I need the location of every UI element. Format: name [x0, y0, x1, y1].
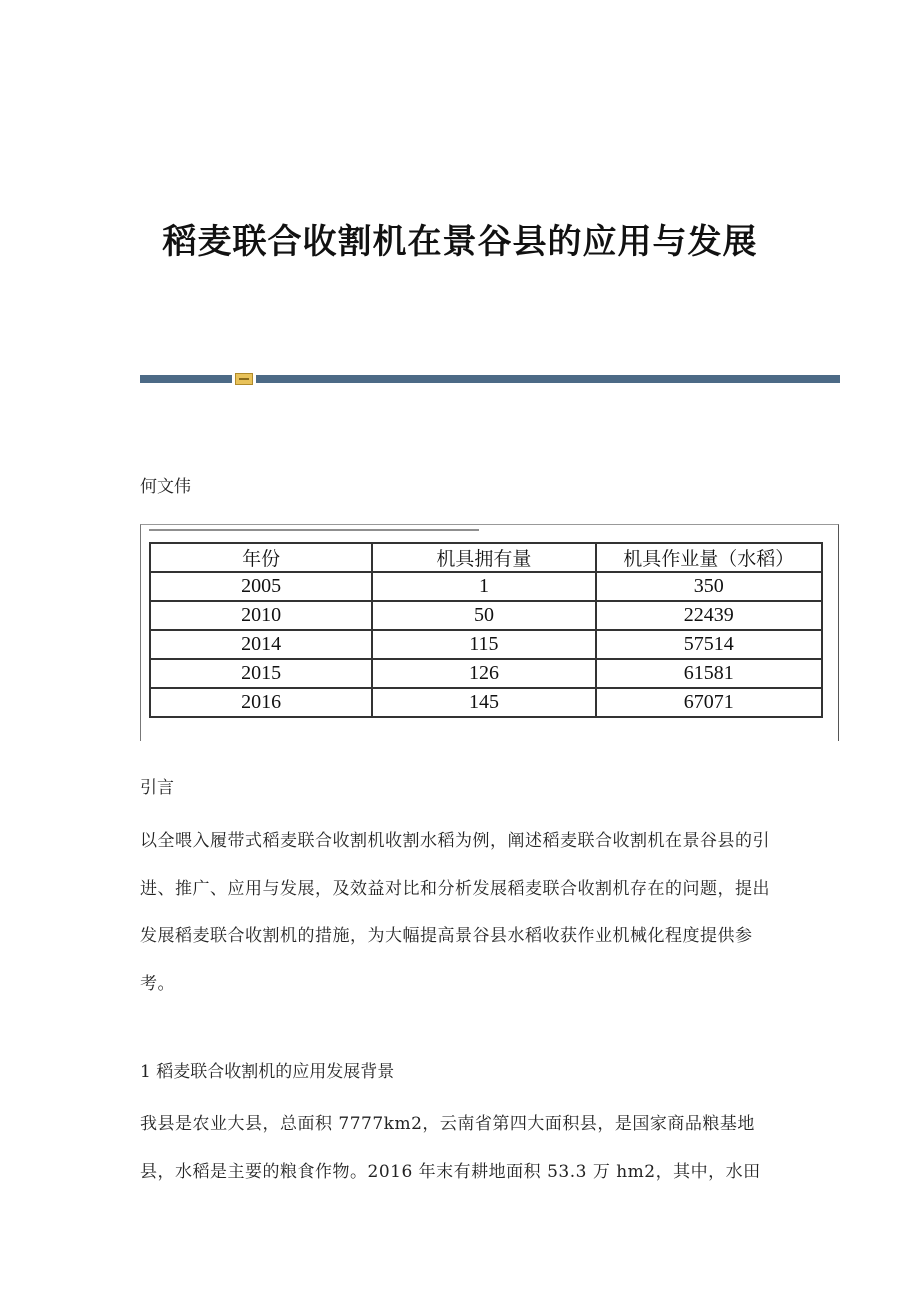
- table-cell: 50: [372, 601, 595, 630]
- table-cell: 126: [372, 659, 595, 688]
- document-title: 稻麦联合收割机在景谷县的应用与发展: [162, 222, 758, 262]
- table-cell: 350: [596, 572, 822, 601]
- table-cell: 2016: [150, 688, 372, 717]
- table-cell: 2015: [150, 659, 372, 688]
- table-cell: 22439: [596, 601, 822, 630]
- table-row: [150, 688, 822, 717]
- table-cell: 145: [372, 688, 595, 717]
- table-cell: 1: [372, 572, 595, 601]
- envelope-icon: [235, 373, 253, 385]
- table-row: [150, 630, 822, 659]
- author-name: 何文伟: [140, 477, 191, 497]
- divider-bar-left: [140, 375, 232, 383]
- divider-bar-right: [256, 375, 840, 383]
- table-cell: 115: [372, 630, 595, 659]
- cropped-table-caption: [149, 524, 479, 531]
- table-header-row: [150, 543, 822, 572]
- table-cell: 2005: [150, 572, 372, 601]
- table-cell: 61581: [596, 659, 822, 688]
- intro-paragraph: 以全喂入履带式稻麦联合收割机收割水稻为例，阐述稻麦联合收割机在景谷县的引进、推广、应用与发展，及效益对比和分析发展稻麦联合收割机存在的问题，提出发展稻麦联合收割机的措施，为大幅提高景谷县水稻收获作业机械化程度提供参考。: [140, 831, 770, 994]
- table-header-cell: 年份: [150, 543, 372, 572]
- table-cell: 67071: [596, 688, 822, 717]
- section1-heading: 1 稻麦联合收割机的应用发展背景: [140, 1062, 395, 1082]
- table-header-cell: 机具作业量（水稻）: [596, 543, 822, 572]
- table-cell: 2014: [150, 630, 372, 659]
- intro-heading: 引言: [140, 778, 174, 798]
- table-cell: 57514: [596, 630, 822, 659]
- title-divider: [140, 375, 840, 383]
- data-table-image: [140, 524, 839, 741]
- table-row: [150, 659, 822, 688]
- table-row: [150, 601, 822, 630]
- data-table: [149, 542, 823, 718]
- table-row: [150, 572, 822, 601]
- table-header-cell: 机具拥有量: [372, 543, 595, 572]
- table-cell: 2010: [150, 601, 372, 630]
- section1-paragraph: 我县是农业大县，总面积 7777km2，云南省第四大面积县，是国家商品粮基地县，水稻是主要的粮食作物。2016 年末有耕地面积 53.3 万 hm2，其中，水田: [140, 1114, 761, 1182]
